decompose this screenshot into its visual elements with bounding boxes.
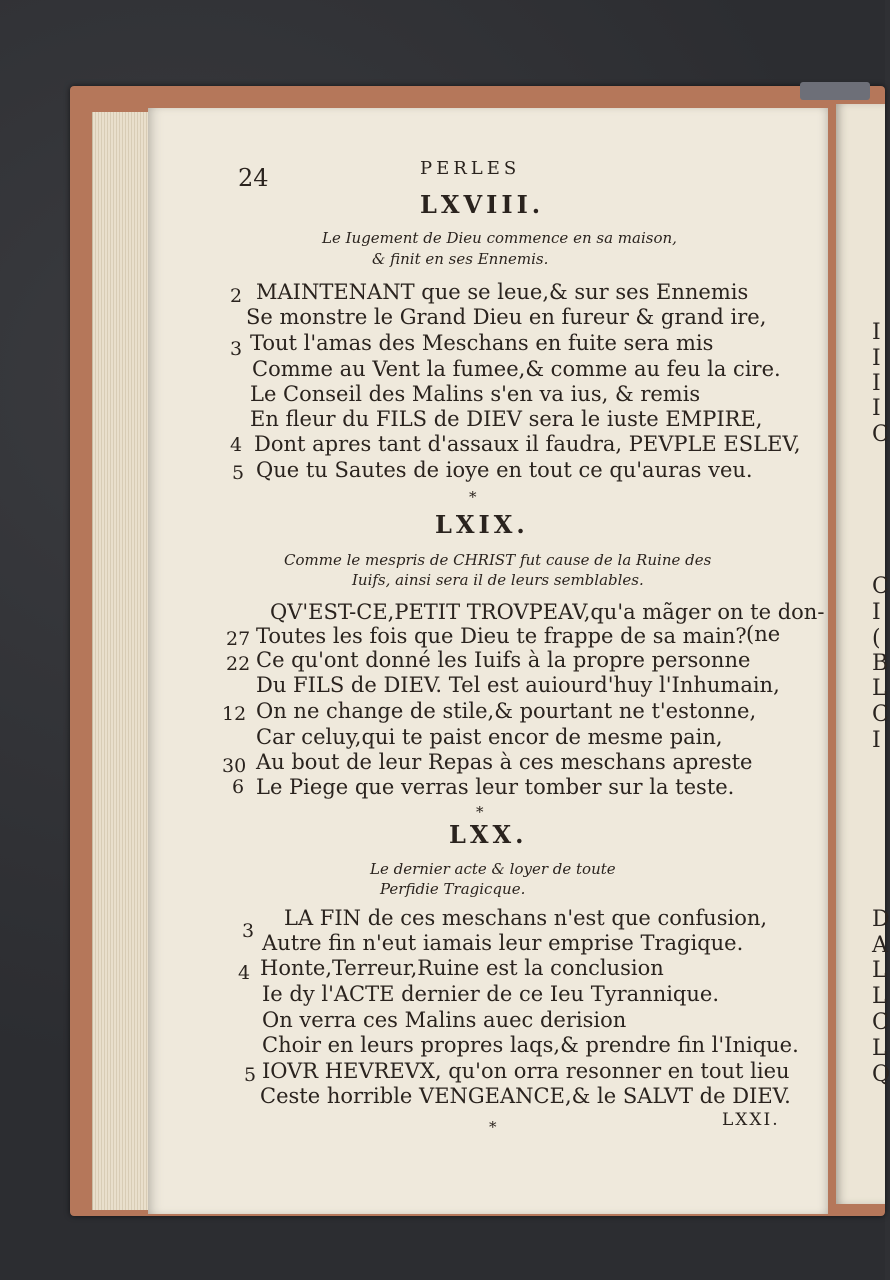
section-caption: Iuifs, ainsi sera il de leurs semblables. (352, 571, 644, 589)
verse-line: Honte,Terreur,Ruine est la conclusion (260, 956, 664, 980)
verse-line: Toutes les fois que Dieu te frappe de sa main? (256, 624, 747, 648)
section-caption: Perfidie Tragicque. (380, 880, 526, 898)
verse-line: On verra ces Malins auec derision (262, 1008, 627, 1032)
verse-line: Du FILS de DIEV. Tel est auiourd'huy l'Inhumain, (256, 673, 780, 697)
section-caption: Le dernier acte & loyer de toute (370, 860, 616, 878)
section-numeral: LXVIII. (420, 190, 545, 219)
verse-line: Ceste horrible VENGEANCE,& le SALVT de DIEV. (260, 1084, 791, 1108)
facing-letter: I (872, 600, 881, 625)
verse-number: 12 (222, 703, 247, 725)
facing-letter: A (872, 933, 888, 958)
verse-line: MAINTENANT que se leue,& sur ses Ennemis (256, 280, 749, 304)
verse-line: QV'EST-CE,PETIT TROVPEAV,qu'a mãger on te don- (270, 600, 825, 624)
verse-number: 4 (238, 962, 251, 984)
verse-number: 6 (232, 776, 245, 798)
spine-headband (800, 82, 870, 100)
catchword: LXXI. (722, 1110, 780, 1130)
verse-line: Le Piege que verras leur tomber sur la teste. (256, 775, 735, 799)
section-caption: & finit en ses Ennemis. (372, 250, 549, 268)
facing-letter: ( (872, 626, 881, 651)
verse-line: Car celuy,qui te paist encor de mesme pain, (256, 725, 723, 749)
facing-letter: L (872, 984, 887, 1009)
facing-letter: D (872, 907, 890, 932)
facing-letter: Q (872, 1062, 890, 1087)
verse-number: 3 (230, 338, 243, 360)
ornament-asterisk: * (476, 803, 484, 821)
facing-letter: C (872, 1010, 889, 1035)
verse-line: Se monstre le Grand Dieu en fureur & grand ire, (246, 305, 767, 329)
verse-line: Ce qu'ont donné les Iuifs à la propre personne (256, 648, 751, 672)
facing-letter: C (872, 574, 889, 599)
facing-letter: C (872, 422, 889, 447)
section-numeral: LXX. (449, 820, 528, 849)
verse-line: Dont apres tant d'assaux il faudra, PEVPLE ESLEV, (254, 432, 801, 456)
verse-number: 30 (222, 755, 247, 777)
ornament-asterisk: * (489, 1118, 497, 1136)
verse-line: En fleur du FILS de DIEV sera le iuste EMPIRE, (250, 407, 763, 431)
section-caption: Comme le mespris de CHRIST fut cause de la Ruine des (284, 551, 712, 569)
running-head: PERLES (420, 158, 521, 179)
verse-line: Le Conseil des Malins s'en va ius, & remis (250, 382, 701, 406)
verse-number: 27 (226, 628, 251, 650)
section-numeral: LXIX. (435, 510, 529, 539)
verse-line: Ie dy l'ACTE dernier de ce Ieu Tyrannique. (262, 982, 720, 1006)
verse-line: Tout l'amas des Meschans en fuite sera mis (250, 331, 714, 355)
verse-number: 5 (244, 1064, 257, 1086)
verse-line: On ne change de stile,& pourtant ne t'estonne, (256, 699, 757, 723)
verse-line: Que tu Sautes de ioye en tout ce qu'auras veu. (256, 458, 753, 482)
verse-number: 2 (230, 285, 243, 307)
facing-letter: I (872, 320, 881, 345)
facing-letter: I (872, 371, 881, 396)
facing-letter: I (872, 728, 881, 753)
verse-line: LA FIN de ces meschans n'est que confusion, (284, 906, 768, 930)
verse-number: 22 (226, 653, 251, 675)
facing-letter: I (872, 346, 881, 371)
verse-line: IOVR HEVREVX, qu'on orra resonner en tout lieu (262, 1059, 790, 1083)
facing-letter: L (872, 958, 887, 983)
facing-letter: I (872, 396, 881, 421)
facing-letter: B (872, 651, 889, 676)
facing-letter: L (872, 1036, 887, 1061)
verse-line: Comme au Vent la fumee,& comme au feu la cire. (252, 357, 781, 381)
ornament-asterisk: * (469, 488, 477, 506)
facing-letter: L (872, 676, 887, 701)
verse-line: Au bout de leur Repas à ces meschans apreste (256, 750, 753, 774)
verse-number: 4 (230, 434, 243, 456)
verse-line: Autre fin n'eut iamais leur emprise Tragique. (262, 931, 744, 955)
verse-number: 3 (242, 920, 255, 942)
verse-line: Choir en leurs propres laqs,& prendre fin l'Inique. (262, 1033, 799, 1057)
facing-letter: C (872, 702, 889, 727)
page-number: 24 (238, 164, 269, 192)
section-caption: Le Iugement de Dieu commence en sa maison, (322, 229, 677, 247)
verse-line-overflow: (ne (746, 622, 781, 646)
verse-number: 5 (232, 462, 245, 484)
